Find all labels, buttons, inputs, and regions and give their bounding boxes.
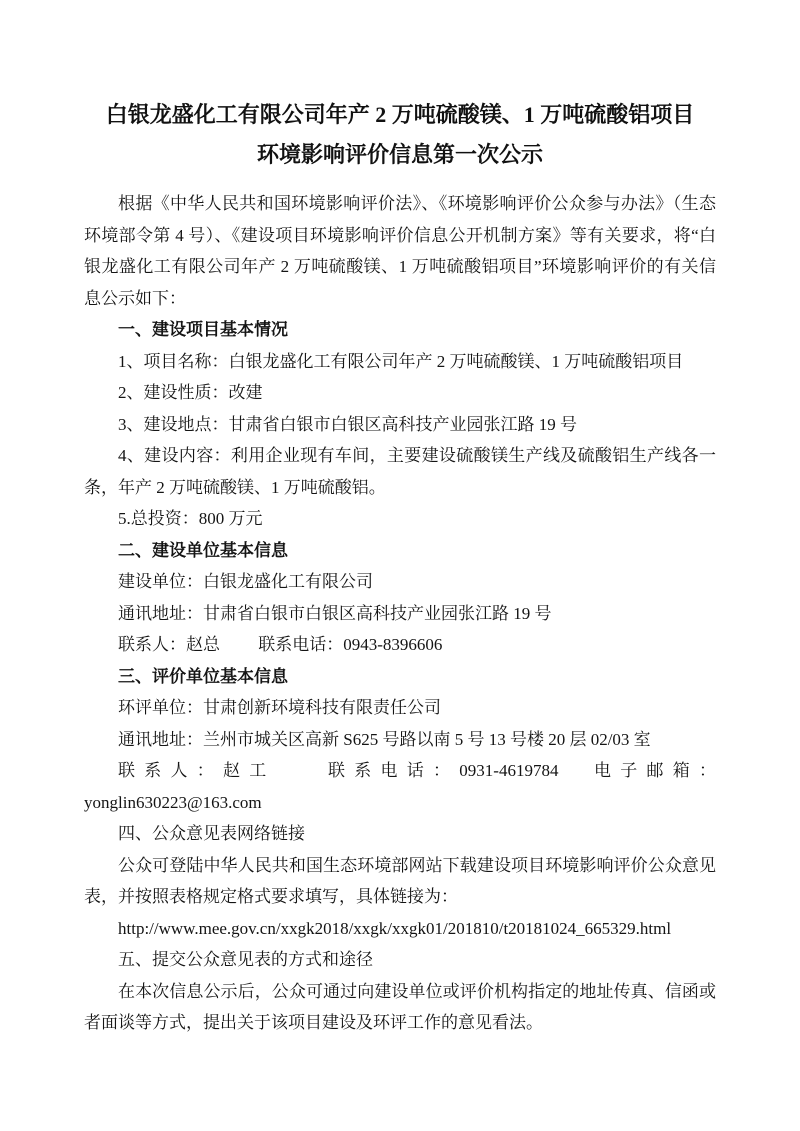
comment-form-url: http://www.mee.gov.cn/xxgk2018/xxgk/xxgk01/201810/t20181024_665329.html	[118, 918, 672, 938]
construction-location-item: 3、建设地点：甘肃省白银市白银区高科技产业园张江路 19 号	[118, 414, 577, 434]
construction-nature-item: 2、建设性质：改建	[118, 383, 263, 402]
section-3-heading: 三、评价单位基本信息	[118, 666, 288, 686]
total-investment-item: 5.总投资：800 万元	[118, 509, 263, 528]
eia-unit-line: 环评单位：甘肃创新环境科技有限责任公司	[118, 698, 441, 717]
document-body	[84, 188, 716, 1039]
document-title	[84, 95, 716, 175]
section-4-heading: 四、公众意见表网络链接	[118, 824, 305, 843]
construction-content-item: 4、建设内容：利用企业现有车间，主要建设硫酸镁生产线及硫酸铝生产线各一条，年产 2 万吨硫酸镁、1 万吨硫酸铝。	[84, 446, 716, 497]
section-5-heading: 五、提交公众意见表的方式和途径	[118, 950, 373, 969]
eia-unit-contact-line: 联系人：赵工 联系电话：0931-4619784 电子邮箱：yonglin630223@163.com	[84, 761, 716, 812]
construction-unit-address-line: 通讯地址：甘肃省白银市白银区高科技产业园张江路 19 号	[118, 603, 552, 623]
section-2-heading: 二、建设单位基本信息	[118, 540, 288, 560]
construction-unit-contact-line: 联系人：赵总 联系电话：0943-8396606	[118, 635, 443, 654]
construction-unit-line: 建设单位：白银龙盛化工有限公司	[118, 572, 373, 591]
document-title-line2: 环境影响评价信息第一次公示	[256, 142, 543, 167]
comment-form-intro-paragraph: 公众可登陆中华人民共和国生态环境部网站下载建设项目环境影响评价公众意见表，并按照表格规定格式要求填写，具体链接为：	[84, 855, 716, 906]
document-title-line1: 白银龙盛化工有限公司年产 2 万吨硫酸镁、1 万吨硫酸铝项目	[105, 102, 695, 127]
project-name-item: 1、项目名称：白银龙盛化工有限公司年产 2 万吨硫酸镁、1 万吨硫酸铝项目	[118, 351, 684, 371]
submission-method-paragraph: 在本次信息公示后，公众可通过向建设单位或评价机构指定的地址传真、信函或者面谈等方式，提出关于该项目建设及环评工作的意见看法。	[84, 981, 716, 1032]
section-1-heading: 一、建设项目基本情况	[118, 320, 288, 339]
intro-paragraph: 根据《中华人民共和国环境影响评价法》、《环境影响评价公众参与办法》（生态环境部令第 4 号）、《建设项目环境影响评价信息公开机制方案》等有关要求，将“白银龙盛化工有限公司年产 2 万吨硫酸镁、1 万吨硫酸铝项目”环境影响评价的有关信息公示如下：	[84, 194, 716, 308]
eia-unit-address-line: 通讯地址：兰州市城关区高新 S625 号路以南 5 号 13 号楼 20 层 02/03 室	[118, 729, 651, 749]
